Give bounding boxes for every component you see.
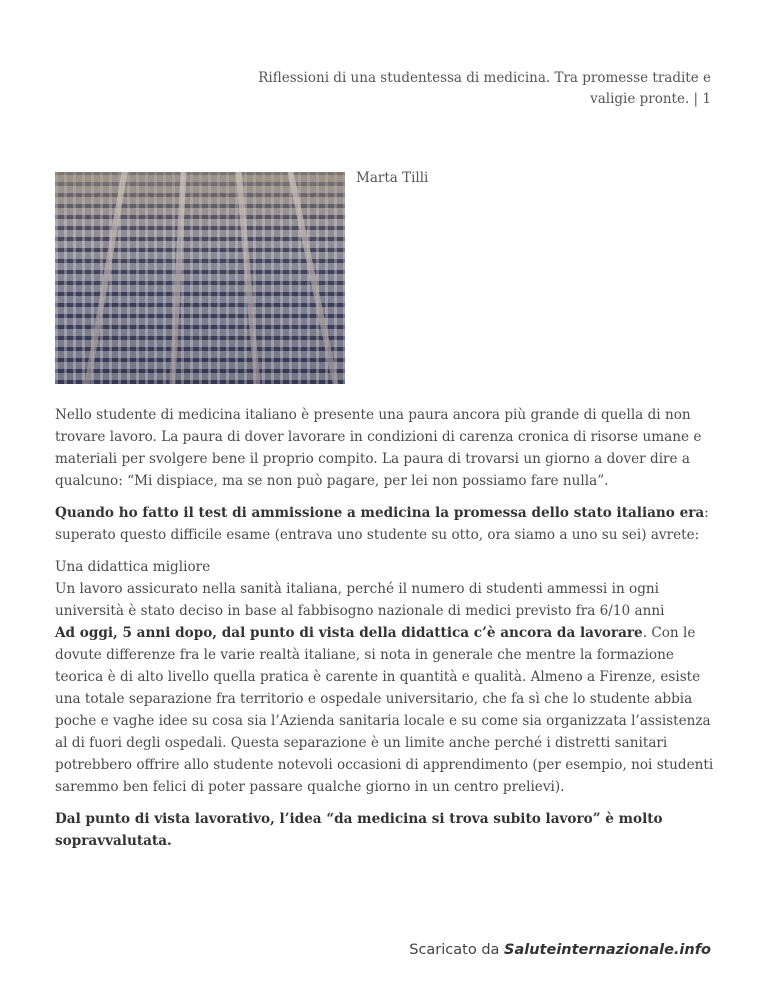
footer-prefix: Scaricato da	[409, 942, 505, 958]
header-title-line-2: valigie pronte. | 1	[590, 91, 711, 107]
exam-hall-photo	[55, 172, 345, 384]
list-item: Un lavoro assicurato nella sanità italiana, perché il numero di studenti ammessi in ogni università è stato deciso in base al fabbisogno nazionale di medici previsto fra 6/10 anni	[55, 581, 665, 619]
work-heading: Dal punto di vista lavorativo, l’idea “da medicina si trova subito lavoro” è molto sopravvalutata.	[55, 811, 663, 849]
page-header	[231, 68, 711, 110]
list-item: Una didattica migliore	[55, 559, 211, 575]
header-title-line-1: Riflessioni di una studentessa di medicina. Tra promesse tradite e	[258, 70, 711, 86]
page-footer	[409, 942, 711, 958]
teaching-heading: Ad oggi, 5 anni dopo, dal punto di vista della didattica c’è ancora da lavorare	[55, 625, 643, 641]
article-body	[55, 404, 720, 862]
paragraph-list-and-teaching: Una didattica migliore Un lavoro assicurato nella sanità italiana, perché il numero di studenti ammessi in ogni università è stato deciso in base al fabbisogno nazionale di medici previsto fra 6/10 anni Ad oggi, 5 anni dopo, dal punto di vista della didattica c’è ancora da lavorare. Con le dovute differenze fra le varie realtà italiane, si nota in generale che mentre la formazione teorica è di alto livello quella pratica è carente in quantità e qualità. Almeno a Firenze, esiste una totale separazione fra territorio e ospedale universitario, che fa sì che lo studente abbia poche e vaghe idee su cosa sia l’Azienda sanitaria locale e su come sia organizzata l’assistenza al di fuori degli ospedali. Questa separazione è un limite anche perché i distretti sanitari potrebbero offrire allo studente notevoli occasioni di apprendimento (per esempio, noi studenti saremmo ben felici di poter passare qualche giorno in un centro prelievi).	[55, 559, 714, 795]
promise-heading: Quando ho fatto il test di ammissione a medicina la promessa dello stato italiano era	[55, 505, 705, 521]
paragraph-promise: Quando ho fatto il test di ammissione a medicina la promessa dello stato italiano era: superato questo difficile esame (entrava uno studente su otto, ora siamo a uno su sei) avrete:	[55, 505, 709, 543]
author-name: Marta Tilli	[356, 170, 429, 186]
paragraph-work	[55, 808, 720, 852]
footer-brand-link[interactable]: Saluteinternazionale.info	[504, 942, 711, 958]
paragraph-intro: Nello studente di medicina italiano è presente una paura ancora più grande di quella di non trovare lavoro. La paura di dover lavorare in condizioni di carenza cronica di risorse umane e materiali per svolgere bene il proprio compito. La paura di trovarsi un giorno a dover dire a qualcuno: “Mi dispiace, ma se non può pagare, per lei non possiamo fare nulla”.	[55, 407, 702, 489]
